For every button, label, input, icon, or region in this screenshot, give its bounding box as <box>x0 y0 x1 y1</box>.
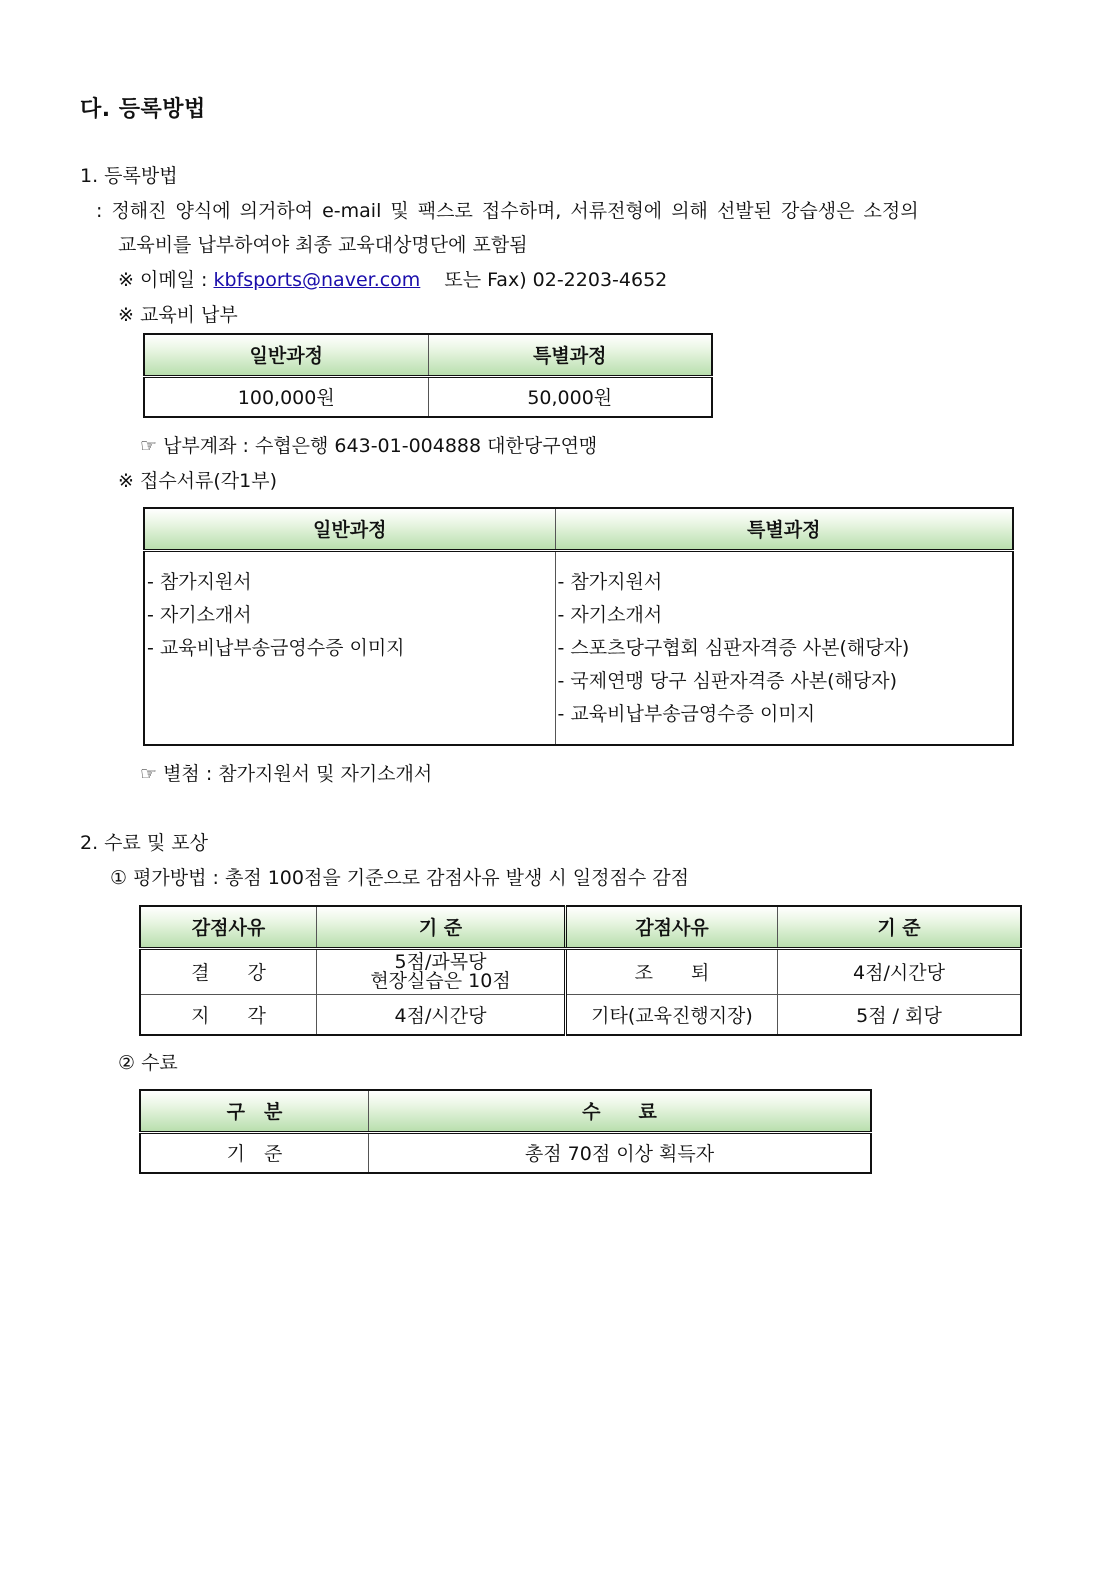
completion-table <box>139 1089 872 1174</box>
email-link[interactable]: kbfsports@naver.com <box>213 269 421 291</box>
fee-title: ※ 교육비 납부 <box>118 304 238 326</box>
completion-title: ② 수료 <box>118 1052 178 1074</box>
eval-row1-criteria1 <box>317 948 566 994</box>
eval-title: ① 평가방법 : 총점 100점을 기준으로 감점사유 발생 시 일정점수 감점 <box>110 867 689 889</box>
eval-row1-criteria1-line2: 현장실습은 10점 <box>370 969 511 992</box>
fee-value-general: 100,000원 <box>144 376 428 417</box>
fee-value-special: 50,000원 <box>428 376 712 417</box>
eval-row2-criteria2: 5점 / 회당 <box>778 994 1022 1035</box>
account-text: ☞ 납부계좌 : 수협은행 643-01-004888 대한당구연맹 <box>140 435 598 457</box>
list-item: - 교육비납부송금영수증 이미지 <box>147 636 405 659</box>
section1-desc-line2: 교육비를 납부하여야 최종 교육대상명단에 포함됨 <box>118 234 528 256</box>
docs-table <box>143 507 1014 746</box>
section1-title: 1. 등록방법 <box>80 165 178 187</box>
eval-row2-reason1: 지 각 <box>140 994 317 1035</box>
eval-header-criteria-1: 기 준 <box>317 906 566 948</box>
list-item: - 자기소개서 <box>557 603 663 626</box>
email-line <box>118 268 667 292</box>
docs-header-special: 특별과정 <box>555 508 1013 550</box>
docs-header-general: 일반과정 <box>144 508 555 550</box>
attachment-text: ☞ 별첨 : 참가지원서 및 자기소개서 <box>140 763 433 785</box>
fee-header-special: 특별과정 <box>428 334 712 376</box>
list-item: - 자기소개서 <box>147 603 252 626</box>
fee-header-general: 일반과정 <box>144 334 428 376</box>
docs-title: ※ 접수서류(각1부) <box>118 470 277 492</box>
completion-header-category: 구 분 <box>140 1090 369 1132</box>
section2-title: 2. 수료 및 포상 <box>80 832 209 854</box>
eval-table <box>139 905 1022 1036</box>
eval-header-reason-1: 감점사유 <box>140 906 317 948</box>
list-item: - 참가지원서 <box>557 570 663 593</box>
fee-table <box>143 333 713 418</box>
section1-desc-line1: : 정해진 양식에 의거하여 e-mail 및 팩스로 접수하며, 서류전형에 의해 선발된 강습생은 소정의 <box>96 200 919 222</box>
list-item: - 참가지원서 <box>147 570 252 593</box>
fax-text: 또는 Fax) 02-2203-4652 <box>444 269 668 291</box>
completion-header-completion: 수 료 <box>369 1090 872 1132</box>
list-item: - 스포츠당구협회 심판자격증 사본(해당자) <box>557 636 910 659</box>
eval-header-reason-2: 감점사유 <box>566 906 778 948</box>
eval-row1-reason2: 조 퇴 <box>566 948 778 994</box>
completion-row-value: 총점 70점 이상 획득자 <box>369 1132 872 1173</box>
eval-row1-criteria2: 4점/시간당 <box>778 948 1022 994</box>
docs-general-cell <box>144 550 555 745</box>
email-label: ※ 이메일 : <box>118 269 214 291</box>
docs-special-cell <box>555 550 1013 745</box>
list-item: - 국제연맹 당구 심판자격증 사본(해당자) <box>557 669 898 692</box>
eval-header-criteria-2: 기 준 <box>778 906 1022 948</box>
main-heading: 다. 등록방법 <box>80 97 206 122</box>
list-item: - 교육비납부송금영수증 이미지 <box>557 702 816 725</box>
eval-row2-reason2: 기타(교육진행지장) <box>566 994 778 1035</box>
eval-row2-criteria1: 4점/시간당 <box>317 994 566 1035</box>
eval-row1-criteria1-line1: 5점/과목당 <box>394 950 487 973</box>
eval-row1-reason1: 결 강 <box>140 948 317 994</box>
completion-row-category: 기 준 <box>140 1132 369 1173</box>
